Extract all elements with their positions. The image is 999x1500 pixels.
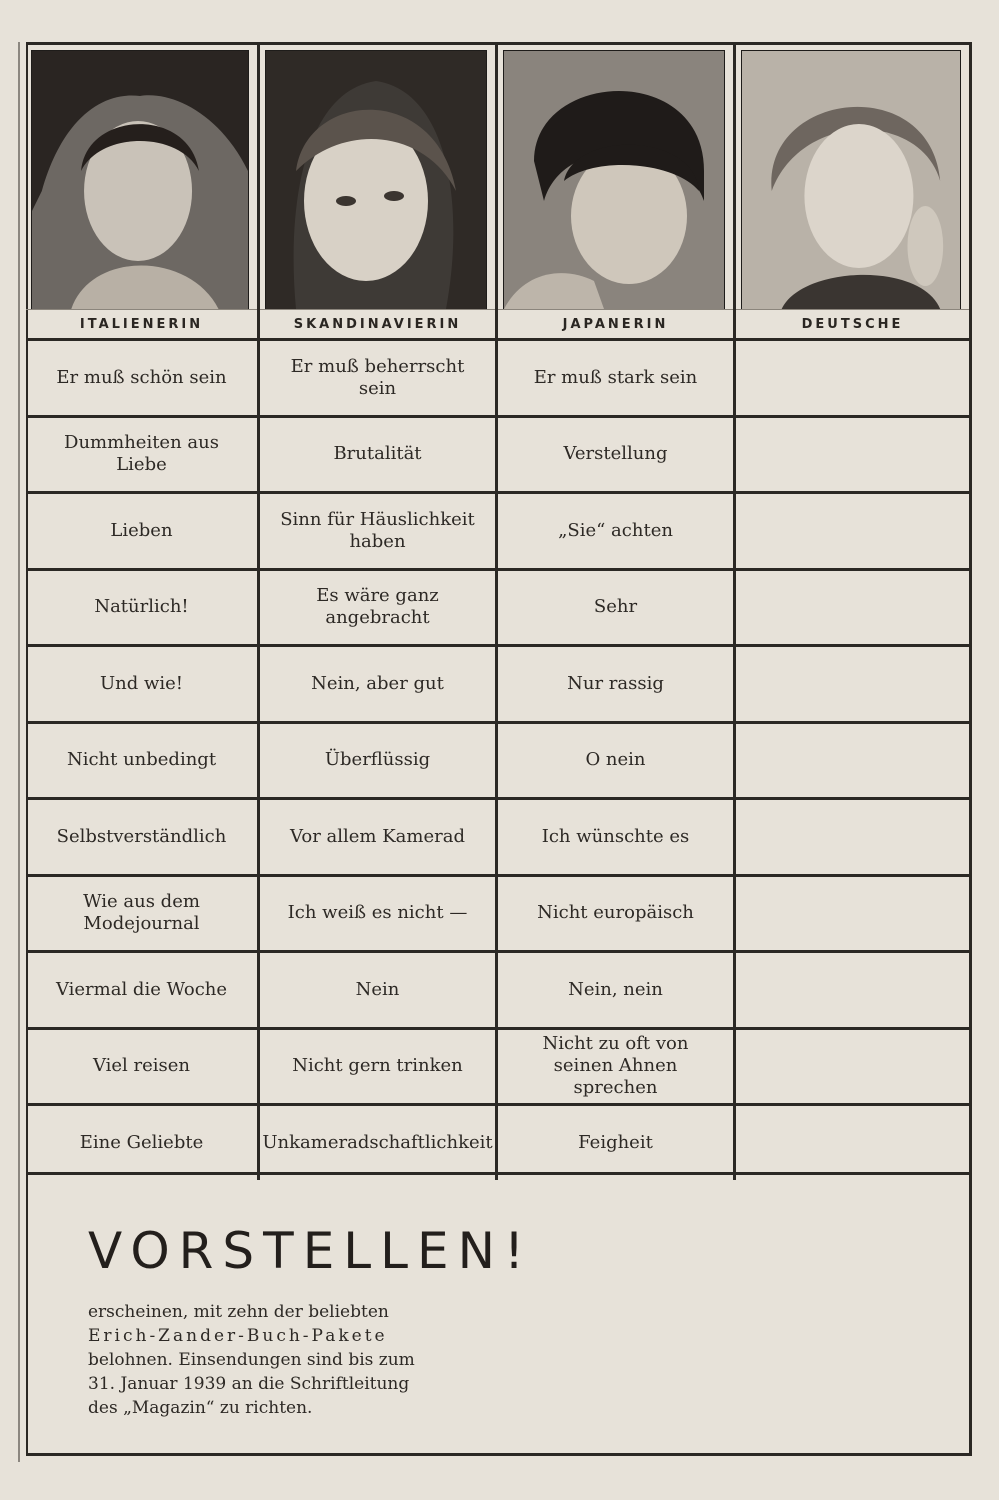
body-line: belohnen. Einsendungen sind bis zum xyxy=(88,1350,415,1370)
body-line: erscheinen, mit zehn der beliebten xyxy=(88,1302,389,1322)
answer-cell: Er muß stark sein xyxy=(498,338,736,415)
answer-cell: Nur rassig xyxy=(498,644,736,721)
answer-cell: Es wäre ganz angebracht xyxy=(260,568,498,645)
answer-cell: Viel reisen xyxy=(26,1027,260,1104)
answer-cell: Nein, nein xyxy=(498,950,736,1027)
column-label: DEUTSCHE xyxy=(736,309,969,338)
answer-cell: Verstellung xyxy=(498,415,736,492)
empty-answer-cell xyxy=(736,721,972,798)
comparison-table xyxy=(26,42,972,1180)
table-bottom-rule xyxy=(26,1172,972,1175)
body-line: Erich-Zander-Buch-Pakete xyxy=(88,1326,388,1346)
column-header-japanese xyxy=(498,42,736,338)
answer-cell: Wie aus dem Modejournal xyxy=(26,874,260,951)
portrait-photo xyxy=(741,50,961,310)
empty-answer-cell xyxy=(736,491,972,568)
answer-cell: Natürlich! xyxy=(26,568,260,645)
body-text xyxy=(88,1300,448,1420)
empty-answer-cell xyxy=(736,950,972,1027)
answer-cell: Nicht europäisch xyxy=(498,874,736,951)
answer-cell: Selbstverständlich xyxy=(26,797,260,874)
empty-answer-cell xyxy=(736,1027,972,1104)
answer-cell: Nicht gern trinken xyxy=(260,1027,498,1104)
answer-cell: „Sie“ achten xyxy=(498,491,736,568)
headline: VORSTELLEN! xyxy=(88,1222,534,1280)
answer-cell: Sinn für Häuslichkeit haben xyxy=(260,491,498,568)
answer-cell: Lieben xyxy=(26,491,260,568)
column-label: ITALIENERIN xyxy=(26,309,257,338)
column-header-scandinavian xyxy=(260,42,498,338)
portrait-photo xyxy=(265,50,487,310)
empty-answer-cell xyxy=(736,644,972,721)
empty-answer-cell xyxy=(736,568,972,645)
answer-cell: Ich weiß es nicht — xyxy=(260,874,498,951)
column-label: JAPANERIN xyxy=(498,309,733,338)
answer-cell: Viermal die Woche xyxy=(26,950,260,1027)
empty-answer-cell xyxy=(736,338,972,415)
portrait-photo xyxy=(503,50,725,310)
answer-cell: Überflüssig xyxy=(260,721,498,798)
answer-cell: Nicht zu oft von seinen Ahnen sprechen xyxy=(498,1027,736,1104)
page-margin-line xyxy=(18,42,20,1462)
answer-cell: Vor allem Kamerad xyxy=(260,797,498,874)
portrait-photo xyxy=(31,50,249,310)
answer-cell: Feigheit xyxy=(498,1103,736,1180)
answer-cell: Und wie! xyxy=(26,644,260,721)
answer-cell: Nicht unbedingt xyxy=(26,721,260,798)
answer-cell: Unkameradschaftlichkeit xyxy=(260,1103,498,1180)
column-header-italian xyxy=(26,42,260,338)
body-line: des „Magazin“ zu richten. xyxy=(88,1398,313,1418)
body-line: 31. Januar 1939 an die Schriftleitung xyxy=(88,1374,410,1394)
answer-cell: Brutalität xyxy=(260,415,498,492)
answer-cell: Er muß beherrscht sein xyxy=(260,338,498,415)
answer-cell: Sehr xyxy=(498,568,736,645)
answer-cell: Nein, aber gut xyxy=(260,644,498,721)
answer-cell: O nein xyxy=(498,721,736,798)
empty-answer-cell xyxy=(736,1103,972,1180)
answer-cell: Dummheiten aus Liebe xyxy=(26,415,260,492)
answer-cell: Ich wünschte es xyxy=(498,797,736,874)
column-header-german xyxy=(736,42,972,338)
column-label: SKANDINAVIERIN xyxy=(260,309,495,338)
answer-cell: Er muß schön sein xyxy=(26,338,260,415)
empty-answer-cell xyxy=(736,415,972,492)
empty-answer-cell xyxy=(736,874,972,951)
answer-cell: Eine Geliebte xyxy=(26,1103,260,1180)
empty-answer-cell xyxy=(736,797,972,874)
answer-cell: Nein xyxy=(260,950,498,1027)
